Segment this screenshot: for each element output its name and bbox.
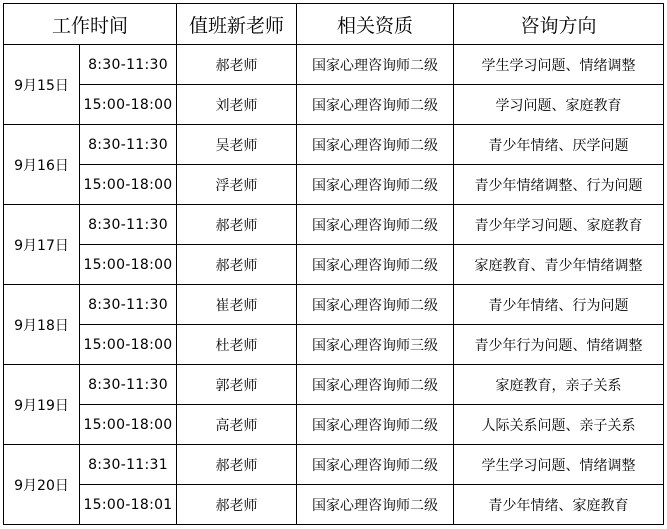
consult-direction-cell: 家庭教育，亲子关系 — [454, 365, 664, 405]
qualification-cell: 国家心理咨询师二级 — [297, 165, 454, 205]
time-slot-cell: 15:00-18:00 — [80, 405, 177, 445]
date-cell: 9月18日 — [4, 285, 80, 365]
date-cell: 9月17日 — [4, 205, 80, 285]
table-row — [4, 125, 664, 165]
teacher-cell: 郝老师 — [177, 245, 297, 285]
header-teacher: 值班新老师 — [177, 4, 297, 45]
teacher-cell: 郭老师 — [177, 365, 297, 405]
qualification-cell: 国家心理咨询师二级 — [297, 245, 454, 285]
table-row — [4, 205, 664, 245]
header-work-time: 工作时间 — [4, 4, 177, 45]
time-slot-cell: 8:30-11:31 — [80, 445, 177, 485]
date-cell: 9月19日 — [4, 365, 80, 445]
time-slot-cell: 15:00-18:01 — [80, 485, 177, 525]
date-cell: 9月20日 — [4, 445, 80, 525]
time-slot-cell: 8:30-11:30 — [80, 205, 177, 245]
time-slot-cell: 15:00-18:00 — [80, 325, 177, 365]
table-row — [4, 405, 664, 445]
consult-direction-cell: 青少年情绪、厌学问题 — [454, 125, 664, 165]
teacher-cell: 崔老师 — [177, 285, 297, 325]
date-cell: 9月16日 — [4, 125, 80, 205]
time-slot-cell: 15:00-18:00 — [80, 85, 177, 125]
teacher-cell: 高老师 — [177, 405, 297, 445]
qualification-cell: 国家心理咨询师二级 — [297, 45, 454, 85]
teacher-cell: 郝老师 — [177, 485, 297, 525]
qualification-cell: 国家心理咨询师二级 — [297, 85, 454, 125]
header-row — [4, 4, 664, 45]
duty-schedule-table — [3, 3, 664, 525]
table-row — [4, 445, 664, 485]
time-slot-cell: 15:00-18:00 — [80, 245, 177, 285]
qualification-cell: 国家心理咨询师二级 — [297, 485, 454, 525]
table-row — [4, 85, 664, 125]
consult-direction-cell: 青少年情绪、家庭教育 — [454, 485, 664, 525]
table-header — [4, 4, 664, 45]
teacher-cell: 浮老师 — [177, 165, 297, 205]
table-row — [4, 245, 664, 285]
consult-direction-cell: 青少年行为问题、情绪调整 — [454, 325, 664, 365]
consult-direction-cell: 学生学习问题、情绪调整 — [454, 445, 664, 485]
teacher-cell: 刘老师 — [177, 85, 297, 125]
time-slot-cell: 8:30-11:30 — [80, 365, 177, 405]
consult-direction-cell: 学习问题、家庭教育 — [454, 85, 664, 125]
table-body — [4, 45, 664, 525]
qualification-cell: 国家心理咨询师二级 — [297, 285, 454, 325]
table-row — [4, 45, 664, 85]
teacher-cell: 郝老师 — [177, 445, 297, 485]
date-cell: 9月15日 — [4, 45, 80, 125]
table-row — [4, 485, 664, 525]
time-slot-cell: 8:30-11:30 — [80, 285, 177, 325]
header-qualification: 相关资质 — [297, 4, 454, 45]
header-direction: 咨询方向 — [454, 4, 664, 45]
qualification-cell: 国家心理咨询师二级 — [297, 365, 454, 405]
qualification-cell: 国家心理咨询师二级 — [297, 405, 454, 445]
teacher-cell: 郝老师 — [177, 205, 297, 245]
consult-direction-cell: 青少年学习问题、家庭教育 — [454, 205, 664, 245]
consult-direction-cell: 学生学习问题、情绪调整 — [454, 45, 664, 85]
table-row — [4, 285, 664, 325]
qualification-cell: 国家心理咨询师二级 — [297, 445, 454, 485]
time-slot-cell: 8:30-11:30 — [80, 125, 177, 165]
table-row — [4, 325, 664, 365]
table-row — [4, 365, 664, 405]
teacher-cell: 杜老师 — [177, 325, 297, 365]
table-row — [4, 165, 664, 205]
consult-direction-cell: 家庭教育、青少年情绪调整 — [454, 245, 664, 285]
time-slot-cell: 15:00-18:00 — [80, 165, 177, 205]
teacher-cell: 吴老师 — [177, 125, 297, 165]
consult-direction-cell: 青少年情绪、行为问题 — [454, 285, 664, 325]
teacher-cell: 郝老师 — [177, 45, 297, 85]
qualification-cell: 国家心理咨询师二级 — [297, 125, 454, 165]
qualification-cell: 国家心理咨询师三级 — [297, 325, 454, 365]
qualification-cell: 国家心理咨询师二级 — [297, 205, 454, 245]
consult-direction-cell: 人际关系问题、亲子关系 — [454, 405, 664, 445]
consult-direction-cell: 青少年情绪调整、行为问题 — [454, 165, 664, 205]
time-slot-cell: 8:30-11:30 — [80, 45, 177, 85]
